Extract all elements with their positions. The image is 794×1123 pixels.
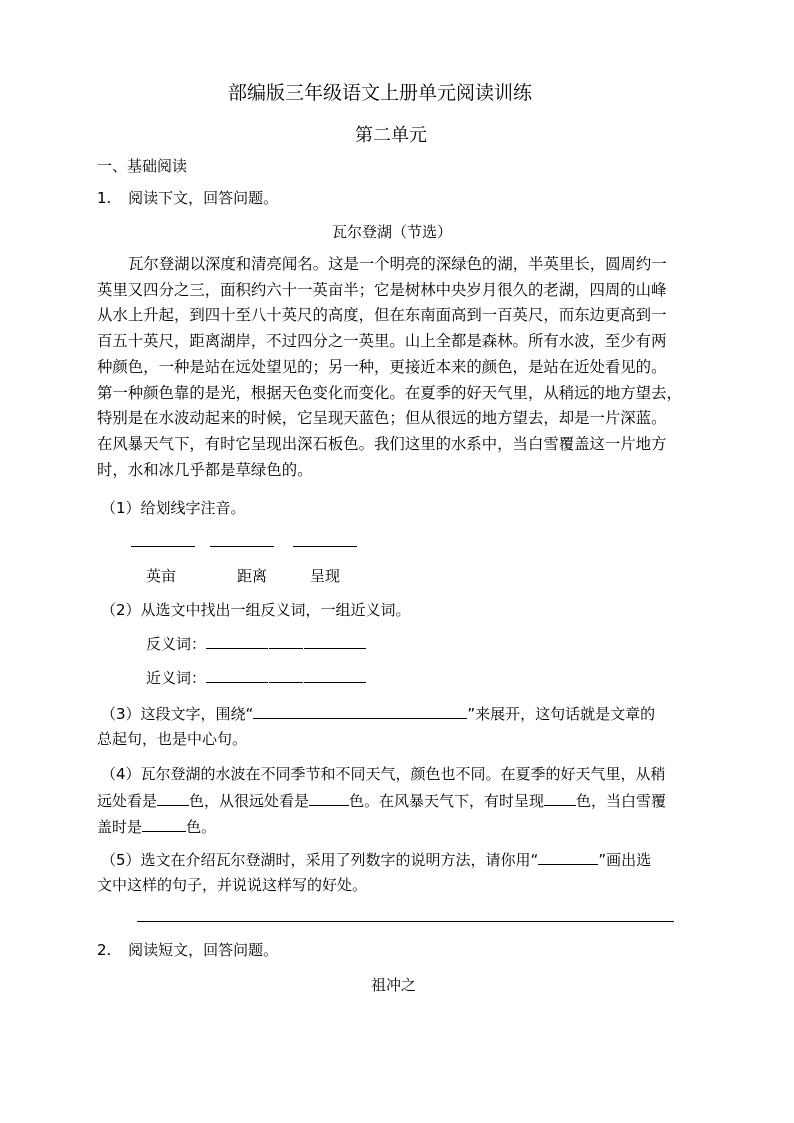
- antonym-blank-1[interactable]: [206, 632, 268, 649]
- color-blank-3[interactable]: [544, 789, 576, 806]
- word-2: 距离: [237, 567, 268, 585]
- question-1-prompt: [97, 187, 278, 208]
- subquestion-4-text: 盖时是: [97, 818, 143, 836]
- subquestion-1-label: （1）给划线字注音。: [101, 499, 246, 517]
- passage-line: 种颜色，一种是站在远处望见的；另一种，更接近本来的颜色，是站在近处看见的。: [97, 357, 667, 376]
- color-blank-4[interactable]: [142, 815, 186, 832]
- question-text: 阅读下文，回答问题。: [128, 189, 279, 207]
- subquestion-4-text: 色，当白雪覆: [576, 792, 667, 810]
- synonym-label: 近义词：: [146, 669, 207, 687]
- dash-separator: [269, 639, 303, 649]
- unit-subtitle: 第二单元: [355, 125, 427, 146]
- underline-sample: [538, 848, 598, 865]
- subquestion-4-text: 色，从很远处看是: [189, 792, 310, 810]
- subquestion-4-text: 色。在风暴天气下，有时呈现: [349, 792, 545, 810]
- dash-separator: [269, 673, 303, 683]
- subquestion-2-label: （2）从选文中找出一组反义词，一组近义词。: [101, 601, 411, 619]
- synonym-blank-1[interactable]: [206, 666, 268, 683]
- question-text: 阅读短文，回答问题。: [128, 941, 279, 959]
- question-2-prompt: [97, 939, 278, 960]
- subquestion-5-line-1: [101, 848, 651, 870]
- passage-body: [97, 252, 697, 483]
- pinyin-blank-2[interactable]: [210, 546, 274, 547]
- subquestion-3-line-1: [101, 702, 655, 724]
- subquestion-4-line-1: （4）瓦尔登湖的水波在不同季节和不同天气，颜色也不同。在夏季的好天气里，从稍: [101, 765, 666, 783]
- question-number: 1.: [97, 189, 112, 207]
- subquestion-3-text-b: ”来展开，这句话就是文章的: [467, 705, 656, 723]
- word-3: 呈现: [310, 567, 341, 585]
- antonym-label: 反义词：: [146, 635, 207, 653]
- pinyin-blank-1[interactable]: [131, 546, 195, 547]
- subquestion-5-text-a: （5）选文在介绍瓦尔登湖时，采用了列数字的说明方法，请你用“: [101, 851, 539, 869]
- section-heading: 一、基础阅读: [97, 157, 188, 175]
- passage-line: 特别是在水波动起来的时候，它呈现天蓝色；但从很远的地方望去，却是一片深蓝。: [97, 409, 667, 428]
- passage-line: 从水上升起，到四十至八十英尺的高度，但在东南面高到一百英尺，而东边更高到一: [97, 306, 667, 325]
- subquestion-3-text-a: （3）这段文字，围绕“: [101, 705, 254, 723]
- answer-line[interactable]: [137, 921, 674, 922]
- antonym-blank-2[interactable]: [304, 632, 366, 649]
- page-title: 部编版三年级语文上册单元阅读训练: [228, 82, 533, 104]
- passage-line: 英里又四分之三，面积约六十一英亩半；它是树林中央岁月很久的老湖，四周的山峰: [97, 280, 667, 299]
- pinyin-blank-3[interactable]: [293, 546, 357, 547]
- passage-line: 瓦尔登湖以深度和清亮闻名。这是一个明亮的深绿色的湖，半英里长，圆周约一: [128, 255, 667, 273]
- passage-line: 在风暴天气下，有时它呈现出深石板色。我们这里的水系中，当白雪覆盖这一片地方: [97, 434, 667, 453]
- passage-line: 百五十英尺，距离湖岸，不过四分之一英里。山上全都是森林。所有水波，至少有两: [97, 332, 667, 351]
- subquestion-4-text: 色。: [186, 818, 217, 836]
- passage-line: 第一种颜色靠的是光，根据天色变化而变化。在夏季的好天气里，从稍远的地方望去，: [97, 383, 682, 402]
- antonym-row: [146, 632, 366, 654]
- subquestion-4-line-2: [97, 789, 666, 811]
- passage-2-title: 祖冲之: [371, 976, 417, 994]
- question-number: 2.: [97, 941, 112, 959]
- subquestion-4-text: 远处看是: [97, 792, 158, 810]
- central-sentence-blank[interactable]: [253, 702, 467, 719]
- subquestion-3-line-2: 总起句，也是中心句。: [97, 730, 248, 748]
- subquestion-4-line-3: [97, 815, 216, 837]
- passage-title: 瓦尔登湖（节选）: [332, 223, 453, 241]
- synonym-blank-2[interactable]: [304, 666, 366, 683]
- passage-line: 时，水和冰几乎都是草绿色的。: [97, 460, 313, 479]
- color-blank-2[interactable]: [309, 789, 349, 806]
- subquestion-5-text-b: ”画出选: [598, 851, 652, 869]
- word-1: 英亩: [146, 567, 177, 585]
- synonym-row: [146, 666, 366, 688]
- color-blank-1[interactable]: [157, 789, 189, 806]
- subquestion-5-line-2: 文中这样的句子，并说说这样写的好处。: [97, 876, 368, 894]
